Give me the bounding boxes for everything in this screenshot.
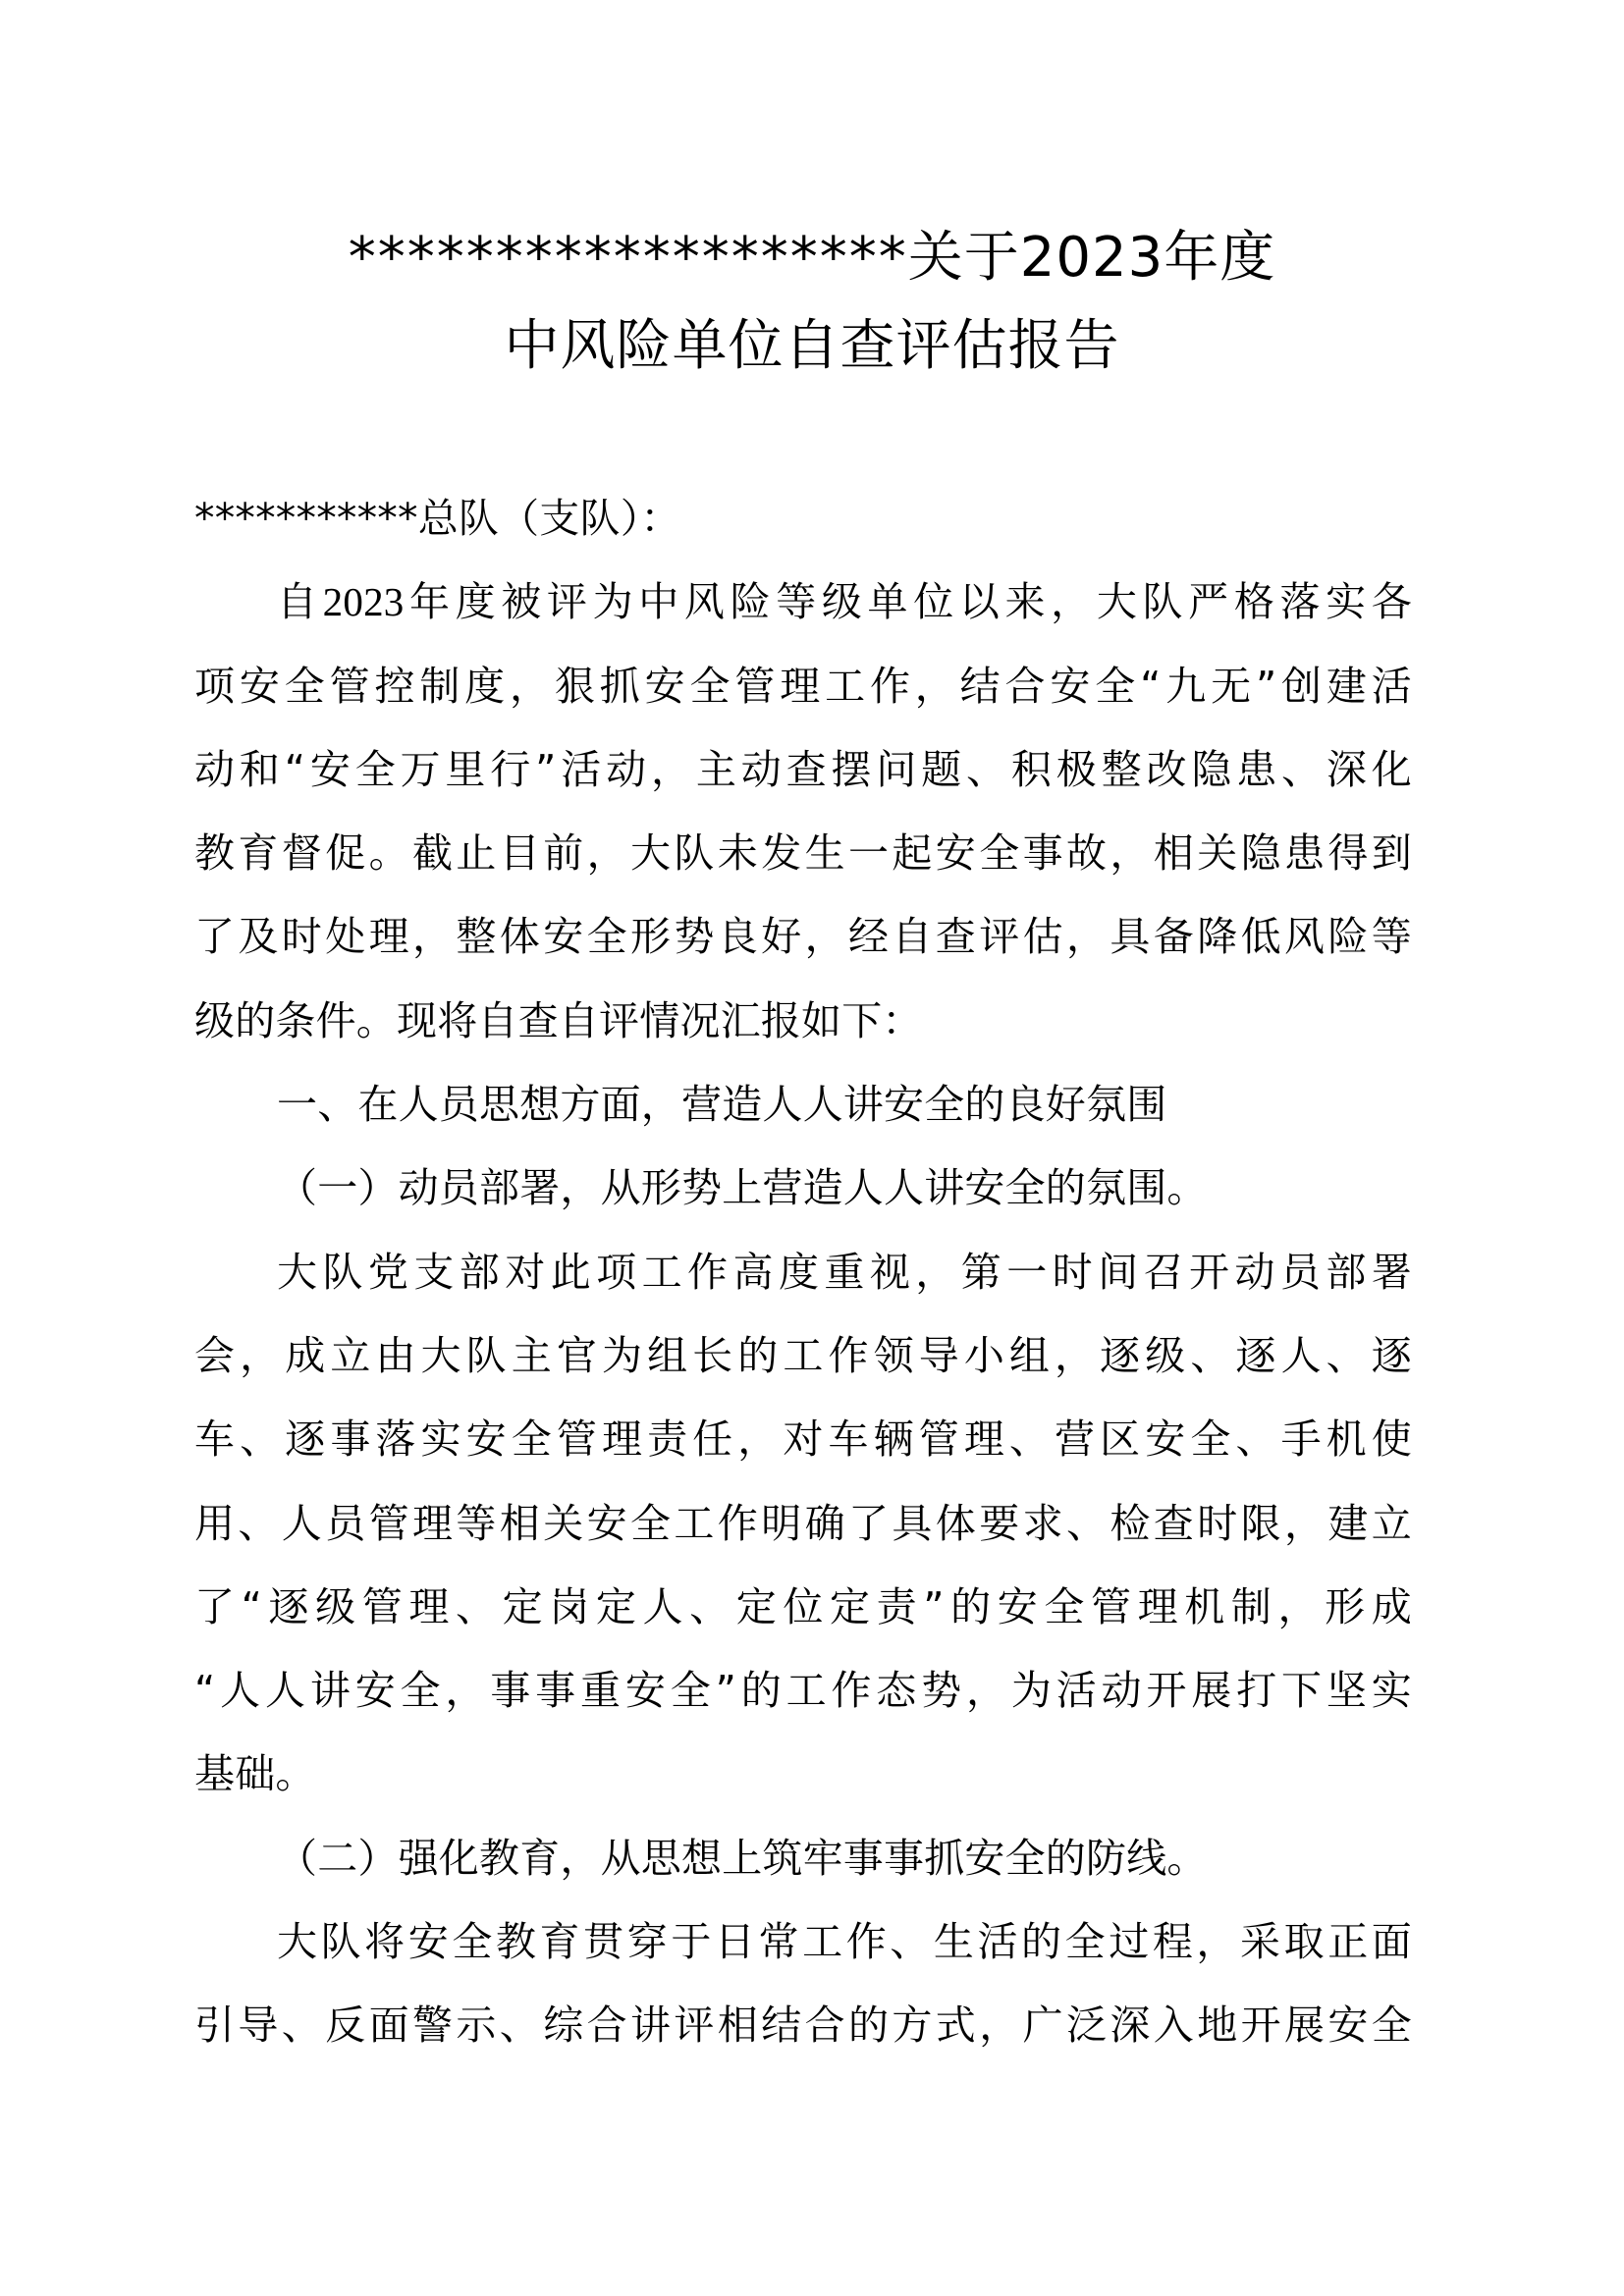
subsection-1-line-1: 大队党支部对此项工作高度重视，第一时间召开动员部署 — [277, 1248, 1412, 1296]
document-title-line-2: 中风险单位自查评估报告 — [504, 314, 1120, 378]
subsection-2-line-2: 引导、反面警示、综合讲评相结合的方式，广泛深入地开展安全 — [194, 2002, 1412, 2050]
subsection-1-line-6: “人人讲安全，事事重安全”的工作态势，为活动开展打下坚实 — [194, 1667, 1412, 1715]
subsection-2-heading: （二）强化教育，从思想上筑牢事事抓安全的防线。 — [277, 1834, 1208, 1882]
title-year-text: 关于2023年度 — [907, 226, 1276, 290]
salutation: ***********总队（支队）： — [194, 495, 681, 542]
subsection-2-line-1: 大队将安全教育贯穿于日常工作、生活的全过程，采取正面 — [277, 1918, 1412, 1966]
subsection-1-line-2: 会，成立由大队主官为组长的工作领导小组，逐级、逐人、逐 — [194, 1331, 1412, 1379]
subsection-1-line-4: 用、人员管理等相关安全工作明确了具体要求、检查时限，建立 — [194, 1499, 1412, 1547]
paragraph-1-line-4: 教育督促。截止目前，大队未发生一起安全事故，相关隐患得到 — [194, 829, 1412, 878]
subsection-1-line-5: 了“逐级管理、定岗定人、定位定责”的安全管理机制，形成 — [194, 1582, 1412, 1630]
text-fragment: 年度被评为中风险等级单位以来，大队严格落实各 — [404, 578, 1413, 626]
subsection-1-line-3: 车、逐事落实安全管理责任，对车辆管理、营区安全、手机使 — [194, 1415, 1412, 1464]
paragraph-1-line-1 — [194, 572, 1412, 656]
paragraph-1-line-6: 级的条件。现将自查自评情况汇报如下： — [194, 996, 923, 1044]
subsection-1-line-7: 基础。 — [194, 1750, 316, 1798]
year-number: 2023 — [322, 579, 405, 625]
document-title-line-1 — [0, 224, 1624, 293]
section-1-heading: 一、在人员思想方面，营造人人讲安全的良好氛围 — [277, 1081, 1167, 1129]
subsection-1-heading: （一）动员部署，从形势上营造人人讲安全的氛围。 — [277, 1164, 1208, 1212]
paragraph-1-line-3: 动和“安全万里行”活动，主动查摆问题、积极整改隐患、深化 — [194, 745, 1412, 793]
paragraph-1-line-5: 了及时处理，整体安全形势良好，经自查评估，具备降低风险等 — [194, 913, 1412, 961]
redacted-unit-name: ******************* — [348, 226, 908, 290]
document-body — [194, 489, 1417, 2080]
text-fragment: 自 — [277, 578, 323, 626]
paragraph-1-line-2: 项安全管控制度，狠抓安全管理工作，结合安全“九无”创建活 — [194, 662, 1412, 710]
